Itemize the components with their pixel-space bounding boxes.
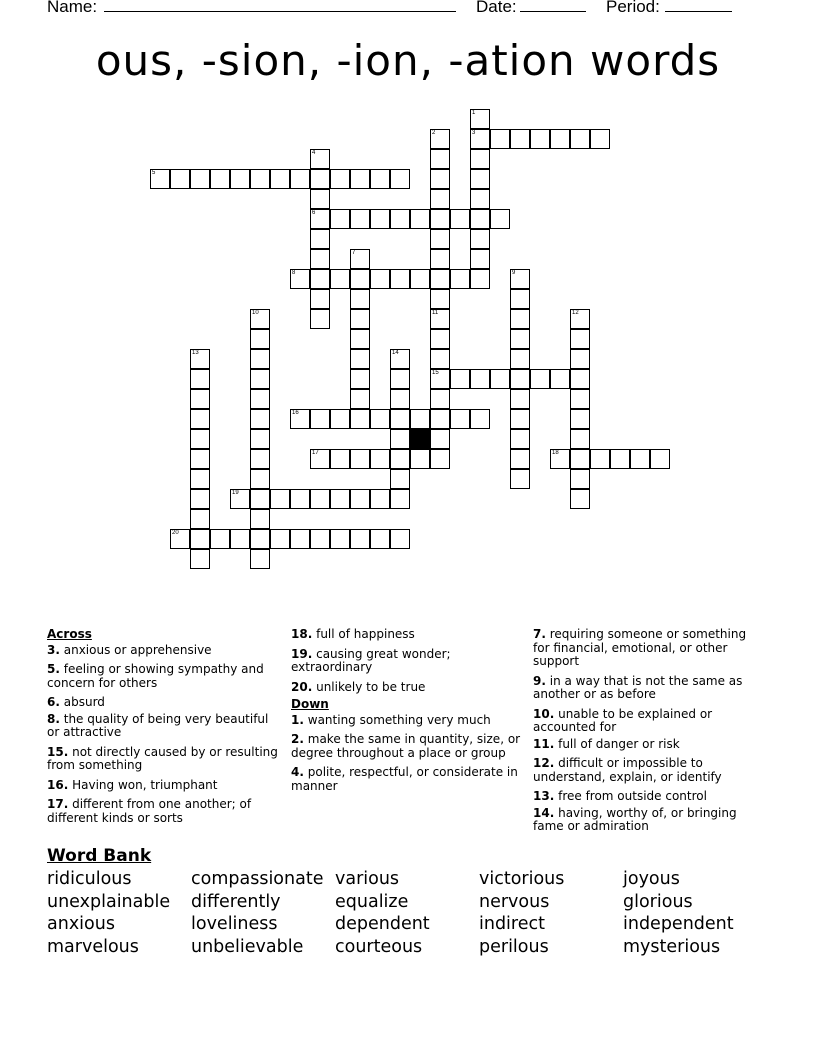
grid-cell[interactable] [370,449,390,469]
grid-cell[interactable] [350,289,370,309]
clues-column-1 [47,628,279,831]
grid-cell[interactable] [510,309,530,329]
grid-cell[interactable] [350,209,370,229]
clue-across-3: 3. anxious or apprehensive [47,642,212,657]
grid-cell[interactable] [450,409,470,429]
grid-cell[interactable] [290,169,310,189]
word-bank-item: dependent [335,914,430,934]
grid-cell[interactable] [370,169,390,189]
grid-cell[interactable] [390,389,410,409]
grid-cell[interactable] [250,429,270,449]
cell-number: 2 [432,130,436,136]
word-bank-item: independent [623,914,734,934]
word-bank-item: ridiculous [47,869,132,889]
grid-cell[interactable] [510,289,530,309]
cell-number: 5 [152,170,156,176]
grid-cell[interactable] [190,369,210,389]
grid-cell[interactable] [430,249,450,269]
grid-cell[interactable] [390,369,410,389]
grid-cell[interactable] [350,409,370,429]
grid-cell[interactable] [190,509,210,529]
grid-cell[interactable] [490,129,510,149]
grid-cell[interactable] [430,169,450,189]
grid-cell[interactable] [390,449,410,469]
grid-cell[interactable] [330,449,350,469]
grid-cell[interactable] [330,209,350,229]
grid-cell[interactable] [470,149,490,169]
grid-cell[interactable] [450,269,470,289]
grid-cell[interactable] [250,449,270,469]
grid-cell[interactable] [350,389,370,409]
grid-cell[interactable] [410,269,430,289]
grid-cell[interactable] [250,169,270,189]
clue-down-2: 2. make the same in quantity, size, or degree throughout a place or group [291,732,521,760]
across-heading: Across [47,627,92,641]
grid-cell[interactable] [430,449,450,469]
word-bank-item: glorious [623,891,693,912]
grid-cell[interactable] [350,369,370,389]
grid-cell[interactable] [390,529,410,549]
grid-cell[interactable] [250,549,270,569]
cell-number: 20 [172,530,179,536]
grid-cell[interactable] [430,209,450,229]
grid-cell[interactable] [270,529,290,549]
clues-column-2 [291,628,527,799]
word-bank-item: differently [191,891,281,912]
grid-cell[interactable] [410,409,430,429]
grid-cell[interactable] [290,489,310,509]
grid-cell[interactable] [430,229,450,249]
clue-across-20: 20. unlikely to be true [291,679,426,694]
grid-cell[interactable] [310,529,330,549]
grid-cell[interactable] [430,309,450,329]
grid-cell[interactable] [190,469,210,489]
grid-cell[interactable] [350,309,370,329]
grid-cell[interactable] [570,349,590,369]
cell-number: 9 [512,270,516,276]
clues-column-3 [533,628,763,840]
word-bank-item: mysterious [623,936,721,957]
grid-cell[interactable] [250,369,270,389]
grid-cell[interactable] [390,469,410,489]
cell-number: 7 [352,250,356,256]
grid-cell[interactable] [170,169,190,189]
grid-cell[interactable] [570,389,590,409]
grid-cell[interactable] [250,329,270,349]
grid-cell[interactable] [470,189,490,209]
grid-cell[interactable] [350,269,370,289]
grid-cell[interactable] [410,449,430,469]
grid-cell[interactable] [570,429,590,449]
cell-number: 16 [292,410,299,416]
grid-cell[interactable] [350,489,370,509]
word-bank-item: unbelievable [191,936,304,957]
clue-across-16: 16. Having won, triumphant [47,777,218,792]
clue-down-4: 4. polite, respectful, or considerate in manner [291,765,518,793]
clue-down-10: 10. unable to be explained or accounted for [533,706,713,734]
grid-cell[interactable] [190,389,210,409]
grid-cell[interactable] [490,369,510,389]
grid-cell[interactable] [390,209,410,229]
grid-cell[interactable] [430,149,450,169]
grid-cell[interactable] [250,349,270,369]
period-label: Period: [606,0,660,16]
grid-cell[interactable] [190,489,210,509]
grid-cell[interactable] [510,129,530,149]
cell-number: 17 [312,450,319,456]
grid-cell[interactable] [310,449,330,469]
grid-cell[interactable] [330,489,350,509]
grid-cell[interactable] [430,389,450,409]
grid-cell[interactable] [250,509,270,529]
cell-number: 1 [472,110,476,116]
grid-cell[interactable] [290,269,310,289]
grid-cell[interactable] [650,449,670,469]
grid-cell[interactable] [550,449,570,469]
cell-number: 11 [432,310,439,316]
word-bank-item: victorious [479,869,565,889]
word-bank-item: marvelous [47,936,139,957]
clue-across-17: 17. different from one another; of different kinds or sorts [47,797,252,825]
clue-across-6: 6. absurd [47,695,105,709]
grid-cell[interactable] [470,409,490,429]
grid-cell[interactable] [490,209,510,229]
grid-cell[interactable] [470,129,490,149]
grid-cell[interactable] [430,369,450,389]
clue-across-8: 8. the quality of being very beautiful or attractive [47,711,269,739]
grid-cell[interactable] [370,269,390,289]
grid-cell[interactable] [370,529,390,549]
grid-cell[interactable] [570,329,590,349]
grid-cell[interactable] [570,369,590,389]
grid-cell[interactable] [570,409,590,429]
grid-cell[interactable] [330,529,350,549]
grid-cell[interactable] [610,449,630,469]
grid-cell[interactable] [310,489,330,509]
grid-cell[interactable] [250,529,270,549]
clue-across-18: 18. full of happiness [291,627,415,641]
word-bank-item: compassionate [191,869,324,889]
grid-cell[interactable] [350,449,370,469]
grid-cell[interactable] [390,409,410,429]
grid-cell[interactable] [530,369,550,389]
grid-cell[interactable] [430,329,450,349]
cell-number: 3 [472,130,476,136]
grid-cell[interactable] [190,529,210,549]
clue-across-5: 5. feeling or showing sympathy and concern for others [47,662,264,690]
grid-cell[interactable] [190,349,210,369]
grid-cell[interactable] [570,129,590,149]
black-cell [410,429,430,449]
grid-cell[interactable] [390,269,410,289]
grid-cell[interactable] [370,489,390,509]
grid-cell[interactable] [270,489,290,509]
word-bank-item: various [335,869,400,889]
word-bank [47,868,767,958]
clue-down-13: 13. free from outside control [533,789,707,803]
clue-down-9: 9. in a way that is not the same as another or as before [533,673,743,701]
grid-cell[interactable] [290,409,310,429]
cell-number: 13 [192,350,199,356]
page-title: ous, -sion, -ion, -ation words [95,36,721,85]
cell-number: 14 [392,350,399,356]
grid-cell[interactable] [250,389,270,409]
grid-cell[interactable] [250,489,270,509]
grid-cell[interactable] [390,489,410,509]
grid-cell[interactable] [530,129,550,149]
grid-cell[interactable] [210,169,230,189]
grid-cell[interactable] [430,189,450,209]
clue-across-15: 15. not directly caused by or resulting from something [47,744,278,772]
cell-number: 10 [252,310,259,316]
grid-cell[interactable] [430,129,450,149]
grid-cell[interactable] [430,269,450,289]
grid-cell[interactable] [470,269,490,289]
grid-cell[interactable] [190,449,210,469]
word-bank-item: perilous [479,936,549,957]
word-bank-title: Word Bank [47,846,152,866]
grid-cell[interactable] [310,169,330,189]
clue-down-7: 7. requiring someone or something for financial, emotional, or other support [533,627,747,668]
grid-cell[interactable] [310,309,330,329]
name-label: Name: [47,0,98,16]
grid-cell[interactable] [510,389,530,409]
grid-cell[interactable] [370,209,390,229]
grid-cell[interactable] [230,169,250,189]
grid-cell[interactable] [310,289,330,309]
grid-cell[interactable] [410,209,430,229]
grid-cell[interactable] [510,449,530,469]
word-bank-item: courteous [335,936,423,957]
grid-cell[interactable] [570,469,590,489]
grid-cell[interactable] [190,549,210,569]
grid-cell[interactable] [390,169,410,189]
cell-number: 15 [432,370,439,376]
grid-cell[interactable] [210,529,230,549]
grid-cell[interactable] [330,409,350,429]
clue-down-11: 11. full of danger or risk [533,736,680,751]
grid-cell[interactable] [330,169,350,189]
grid-cell[interactable] [430,289,450,309]
grid-cell[interactable] [370,409,390,429]
grid-cell[interactable] [470,169,490,189]
grid-cell[interactable] [230,529,250,549]
grid-cell[interactable] [350,329,370,349]
grid-cell[interactable] [190,169,210,189]
cell-number: 8 [292,270,296,276]
down-heading: Down [291,697,329,711]
grid-cell[interactable] [550,129,570,149]
grid-cell[interactable] [310,229,330,249]
grid-cell[interactable] [590,129,610,149]
grid-cell[interactable] [310,269,330,289]
grid-cell[interactable] [250,309,270,329]
grid-cell[interactable] [510,429,530,449]
word-bank-item: indirect [479,914,545,934]
grid-cell[interactable] [310,149,330,169]
grid-cell[interactable] [310,249,330,269]
grid-cell[interactable] [510,369,530,389]
grid-cell[interactable] [450,369,470,389]
grid-cell[interactable] [510,269,530,289]
grid-cell[interactable] [430,349,450,369]
word-bank-item: loveliness [191,914,278,934]
clue-down-1: 1. wanting something very much [291,712,491,727]
date-label: Date: [476,0,517,16]
grid-cell[interactable] [310,409,330,429]
grid-cell[interactable] [590,449,610,469]
grid-cell[interactable] [510,349,530,369]
cell-number: 6 [312,210,316,216]
grid-cell[interactable] [430,429,450,449]
grid-cell[interactable] [310,209,330,229]
word-bank-item: unexplainable [47,891,171,912]
grid-cell[interactable] [450,209,470,229]
clue-down-14: 14. having, worthy of, or bringing fame or admiration [533,805,737,833]
grid-cell[interactable] [310,189,330,209]
grid-cell[interactable] [470,229,490,249]
grid-cell[interactable] [470,209,490,229]
grid-cell[interactable] [510,329,530,349]
grid-cell[interactable] [350,529,370,549]
grid-cell[interactable] [470,369,490,389]
grid-cell[interactable] [390,429,410,449]
grid-cell[interactable] [250,469,270,489]
word-bank-item: equalize [335,891,409,912]
word-bank-item: nervous [479,891,550,912]
grid-cell[interactable] [470,249,490,269]
grid-cell[interactable] [250,409,270,429]
grid-cell[interactable] [290,529,310,549]
word-bank-item: anxious [47,914,115,934]
cell-number: 19 [232,490,239,496]
clue-across-19: 19. causing great wonder; extraordinary [291,646,451,674]
grid-cell[interactable] [330,269,350,289]
grid-cell[interactable] [430,409,450,429]
cell-number: 18 [552,450,559,456]
grid-cell[interactable] [470,109,490,129]
grid-cell[interactable] [390,349,410,369]
grid-cell[interactable] [630,449,650,469]
grid-cell[interactable] [350,249,370,269]
grid-cell[interactable] [510,409,530,429]
grid-cell[interactable] [270,169,290,189]
grid-cell[interactable] [510,469,530,489]
grid-cell[interactable] [570,309,590,329]
grid-cell[interactable] [350,349,370,369]
grid-cell[interactable] [350,169,370,189]
word-bank-item: joyous [623,869,680,889]
clue-down-12: 12. difficult or impossible to understand, explain, or identify [533,756,722,784]
grid-cell[interactable] [570,489,590,509]
cell-number: 12 [572,310,579,316]
grid-cell[interactable] [170,529,190,549]
grid-cell[interactable] [230,489,250,509]
grid-cell[interactable] [150,169,170,189]
cell-number: 4 [312,150,316,156]
grid-cell[interactable] [190,409,210,429]
grid-cell[interactable] [570,449,590,469]
grid-cell[interactable] [190,429,210,449]
grid-cell[interactable] [550,369,570,389]
